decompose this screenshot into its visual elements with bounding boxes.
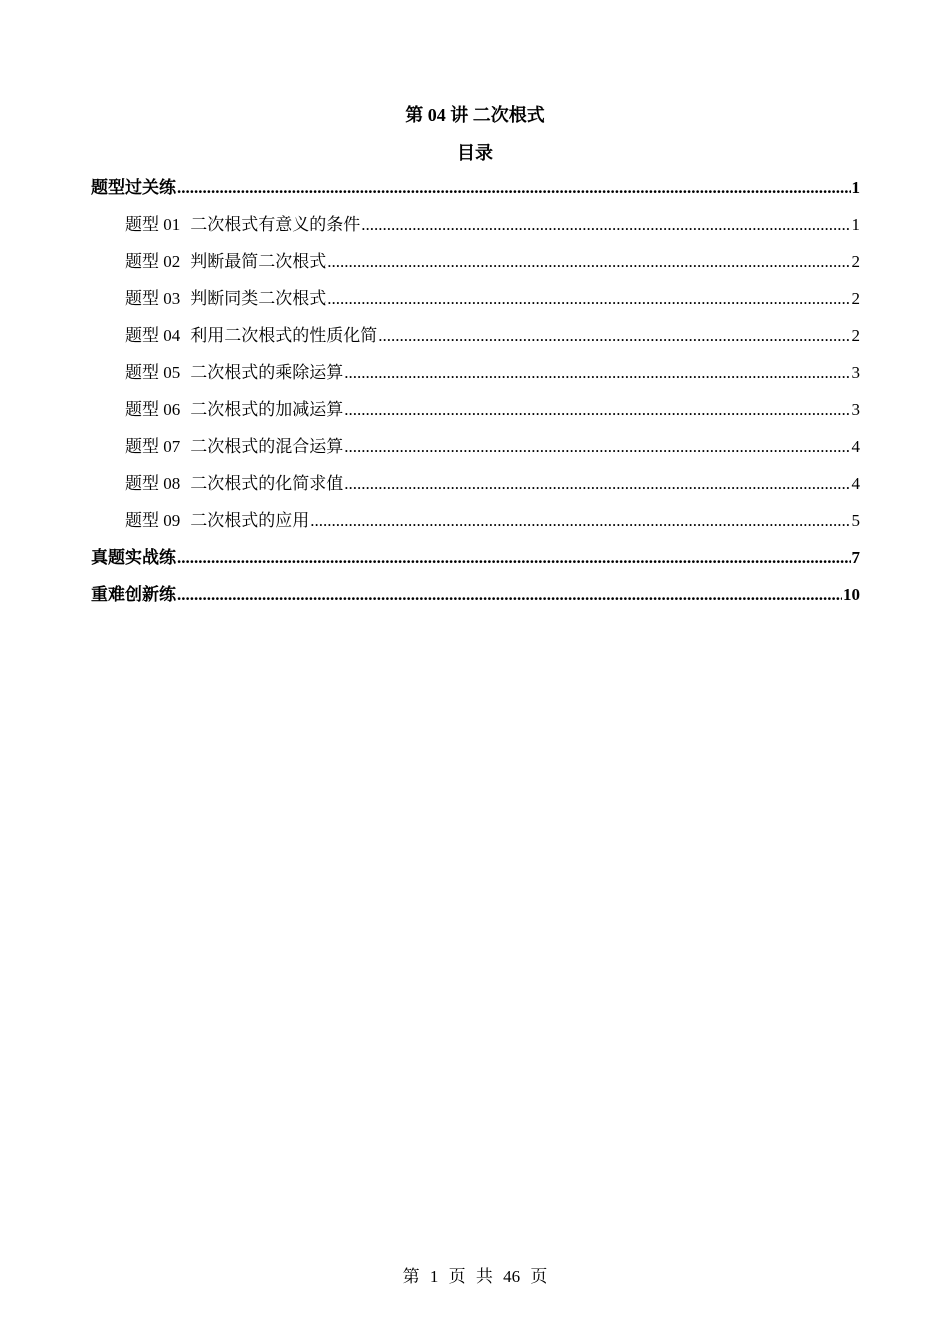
toc-page-number: 7 <box>851 548 860 567</box>
toc-page-number: 4 <box>851 474 860 493</box>
toc-page-number: 2 <box>851 252 860 271</box>
toc-entry-label <box>125 248 326 276</box>
toc-dot-leader <box>310 507 850 535</box>
toc-dot-leader <box>361 211 850 239</box>
toc-entry-prefix: 题型 04 <box>125 326 181 345</box>
toc-entry-label <box>125 507 309 535</box>
toc-entry-text: 利用二次根式的性质化简 <box>190 326 378 345</box>
toc-entry[interactable] <box>91 507 860 544</box>
toc-page-number: 10 <box>843 585 860 604</box>
toc-entry[interactable] <box>91 322 860 359</box>
toc-dot-leader <box>177 544 851 572</box>
toc-entry[interactable] <box>91 211 860 248</box>
toc-page-number: 2 <box>851 326 860 345</box>
toc-dot-leader <box>344 433 850 461</box>
toc-entry[interactable] <box>91 396 860 433</box>
toc-dot-leader <box>327 248 850 276</box>
toc-entry-label <box>125 359 343 387</box>
toc-entry-label: 题型过关练 <box>91 178 176 197</box>
toc-entry-prefix: 题型 01 <box>125 215 181 234</box>
toc-entry-label <box>125 396 343 424</box>
toc-dot-leader <box>177 174 851 202</box>
toc-entry-label <box>125 285 326 313</box>
toc-entry[interactable] <box>91 174 860 211</box>
toc-entry[interactable] <box>91 248 860 285</box>
toc-entry-label <box>125 211 360 239</box>
toc-page-number: 2 <box>851 289 860 308</box>
toc-dot-leader <box>378 322 850 350</box>
toc-entry[interactable] <box>91 285 860 322</box>
toc-entry[interactable] <box>91 359 860 396</box>
toc-entry-label <box>125 433 343 461</box>
page-title: 第 04 讲 二次根式 <box>405 105 545 125</box>
toc-entry-label: 重难创新练 <box>91 585 176 604</box>
toc-page-number: 4 <box>851 437 860 456</box>
toc-entry-prefix: 题型 03 <box>125 289 181 308</box>
table-of-contents <box>91 174 860 618</box>
toc-entry-prefix: 题型 06 <box>125 400 181 419</box>
toc-page-number: 1 <box>851 178 860 197</box>
page-footer: 第 1 页 共 46 页 <box>402 1267 548 1286</box>
toc-entry-label <box>125 322 377 350</box>
toc-dot-leader <box>344 396 850 424</box>
toc-page-number: 1 <box>851 215 860 234</box>
toc-entry-prefix: 题型 02 <box>125 252 181 271</box>
toc-heading: 目录 <box>457 143 493 163</box>
toc-dot-leader <box>177 581 842 609</box>
toc-entry-text: 二次根式有意义的条件 <box>190 215 361 234</box>
toc-entry-text: 二次根式的应用 <box>190 511 310 530</box>
toc-page-number: 3 <box>851 400 860 419</box>
toc-entry-text: 二次根式的化简求值 <box>190 474 344 493</box>
toc-entry-text: 二次根式的加减运算 <box>190 400 344 419</box>
toc-entry-prefix: 题型 07 <box>125 437 181 456</box>
toc-dot-leader <box>344 359 850 387</box>
toc-entry-text: 二次根式的乘除运算 <box>190 363 344 382</box>
toc-entry[interactable] <box>91 470 860 507</box>
toc-entry-prefix: 题型 09 <box>125 511 181 530</box>
toc-entry[interactable] <box>91 544 860 581</box>
toc-dot-leader <box>344 470 850 498</box>
toc-page-number: 3 <box>851 363 860 382</box>
toc-entry-text: 判断同类二次根式 <box>190 289 327 308</box>
toc-dot-leader <box>327 285 850 313</box>
toc-entry[interactable] <box>91 581 860 618</box>
toc-entry-label: 真题实战练 <box>91 548 176 567</box>
toc-entry-prefix: 题型 08 <box>125 474 181 493</box>
toc-entry-text: 判断最简二次根式 <box>190 252 327 271</box>
toc-page-number: 5 <box>851 511 860 530</box>
toc-entry-text: 二次根式的混合运算 <box>190 437 344 456</box>
toc-entry[interactable] <box>91 433 860 470</box>
toc-entry-prefix: 题型 05 <box>125 363 181 382</box>
toc-entry-label <box>125 470 343 498</box>
